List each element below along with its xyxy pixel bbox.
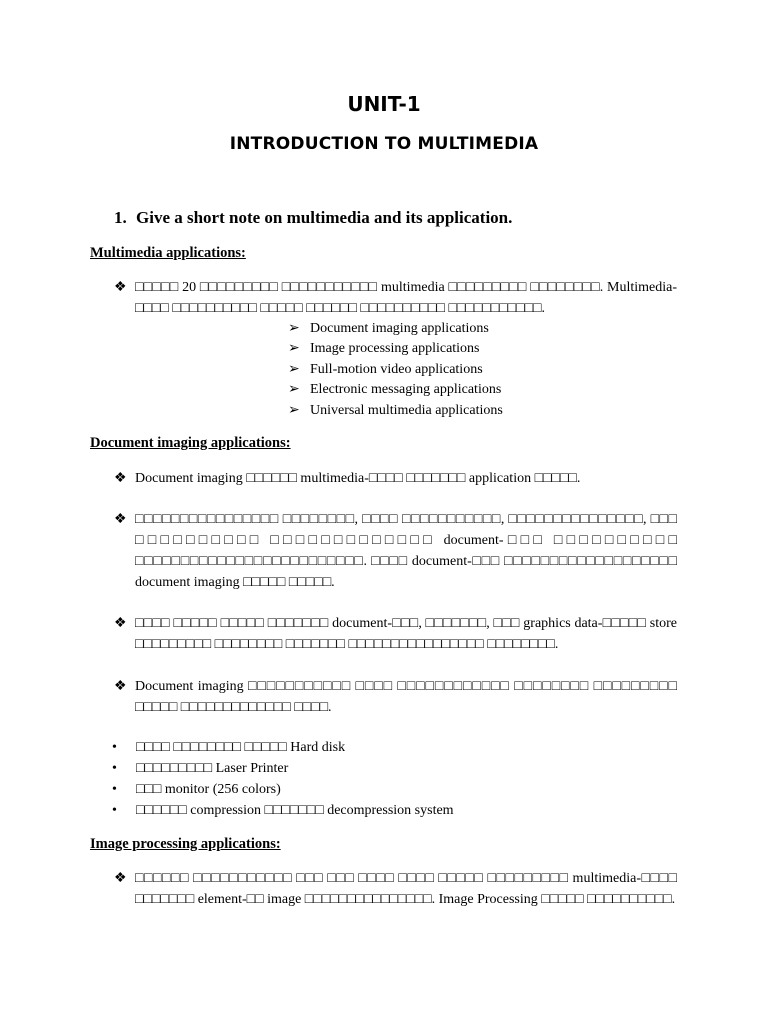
arrow-bullet-icon: ➢ [288, 402, 300, 418]
list-item-label: □□□□□□ compression □□□□□□□ decompression system [136, 803, 454, 818]
diamond-bullet-icon: ❖ [114, 616, 127, 631]
paragraph-text: □□□□□□ □□□□□□□□□□□ □□□ □□□ □□□□ □□□□ □□□□□ □□□□□□□□□ multimedia-□□□□ □□□□□□□ element-□□ image □□□□□□□□□□□□□□□. Image Processing □□□□□ □□□□□□□□□□. [135, 871, 677, 907]
section-heading-multimedia-applications: Multimedia applications: [90, 245, 246, 261]
list-item-label: Electronic messaging applications [310, 382, 502, 398]
list-item-label: Document imaging applications [310, 321, 489, 336]
arrow-bullet-icon: ➢ [288, 321, 300, 336]
question-heading [114, 208, 512, 228]
list-item-label: Full-motion video applications [310, 361, 483, 377]
section-heading-image-processing: Image processing applications: [90, 836, 281, 852]
arrow-bullet-icon: ➢ [288, 361, 300, 377]
arrow-bullet-icon: ➢ [288, 341, 300, 357]
paragraph-text: Document imaging □□□□□□ multimedia-□□□□ □□□□□□□ application □□□□□. [135, 471, 581, 486]
question-text: Give a short note on multimedia and its application. [136, 208, 513, 227]
section-heading-document-imaging: Document imaging applications: [90, 435, 291, 451]
unit-title: UNIT-1 [347, 92, 421, 116]
paragraph-text: □□□□□□□□□□□□□□□□ □□□□□□□□, □□□□ □□□□□□□□□□□, □□□□□□□□□□□□□□□, □□□ □□□□□□□□□□ □□□□□□□□□□□□□ document-□□□ □□□□□□□□□□ □□□□□□□□□□□□□□□□□□□□□□□□□. □□□□ document-□□□ □□□□□□□□□□□□□□□□□□□ document imaging □□□□□ □□□□□. [135, 512, 677, 590]
diamond-bullet-icon: ❖ [114, 871, 127, 886]
document-subtitle: INTRODUCTION TO MULTIMEDIA [229, 134, 539, 154]
paragraph-text: □□□□□ 20 □□□□□□□□□ □□□□□□□□□□□ multimedia □□□□□□□□□ □□□□□□□□. Multimedia-□□□□ □□□□□□□□□□ □□□□□ □□□□□□ □□□□□□□□□□ □□□□□□□□□□□. [135, 280, 677, 316]
arrow-bullet-icon: ➢ [288, 382, 300, 398]
dot-bullet-icon: • [112, 803, 117, 818]
diamond-bullet-icon: ❖ [114, 679, 127, 694]
diamond-bullet-icon: ❖ [114, 471, 127, 486]
list-item-label: Universal multimedia applications [310, 402, 503, 418]
dot-bullet-icon: • [112, 761, 117, 776]
list-item-label: □□□□□□□□□ Laser Printer [136, 761, 289, 776]
dot-bullet-icon: • [112, 782, 117, 797]
paragraph-text: Document imaging □□□□□□□□□□□ □□□□ □□□□□□□□□□□□ □□□□□□□□ □□□□□□□□□ □□□□□ □□□□□□□□□□□□□ □□□□. [135, 679, 677, 715]
paragraph-text: □□□□ □□□□□ □□□□□ □□□□□□□ document-□□□, □□□□□□□, □□□ graphics data-□□□□□ store □□□□□□□□□ □□□□□□□□ □□□□□□□ □□□□□□□□□□□□□□□□ □□□□□□□□. [135, 616, 677, 652]
list-item-label: Image processing applications [310, 341, 480, 357]
question-number: 1. [114, 208, 127, 227]
list-item-label: □□□ monitor (256 colors) [136, 782, 281, 797]
list-item-label: □□□□ □□□□□□□□ □□□□□ Hard disk [136, 740, 346, 755]
diamond-bullet-icon: ❖ [114, 512, 127, 527]
diamond-bullet-icon: ❖ [114, 280, 127, 295]
dot-bullet-icon: • [112, 740, 117, 755]
